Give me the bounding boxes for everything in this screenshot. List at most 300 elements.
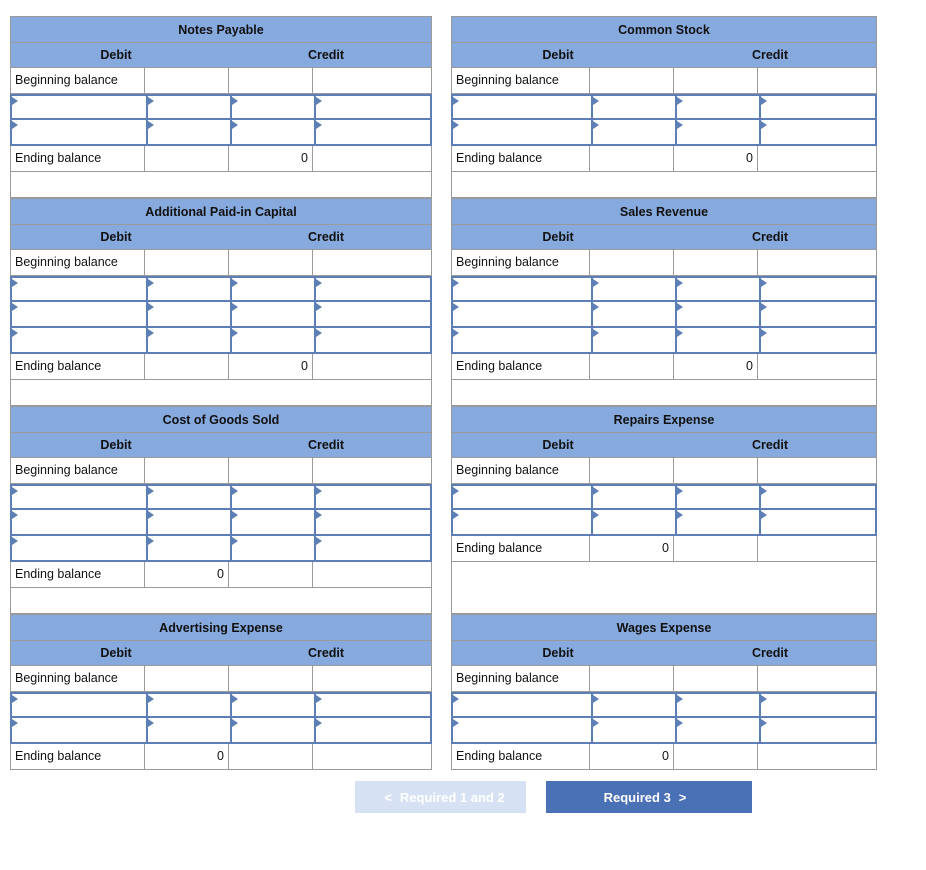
- entry-select[interactable]: [591, 694, 675, 716]
- dropdown-icon: [761, 121, 767, 129]
- ending-row: [10, 146, 432, 172]
- beginning-credit-input[interactable]: [229, 250, 313, 275]
- debit-credit-header: [451, 640, 877, 666]
- beginning-credit-input-2[interactable]: [758, 250, 876, 275]
- entry-row: [451, 484, 877, 510]
- ending-row: [10, 354, 432, 380]
- entry-select[interactable]: [314, 120, 430, 144]
- beginning-credit-input[interactable]: [229, 666, 313, 691]
- ending-row: [451, 536, 877, 562]
- account-title: Cost of Goods Sold: [10, 406, 432, 432]
- entry-select[interactable]: [591, 510, 675, 534]
- beginning-credit-input-2[interactable]: [313, 666, 431, 691]
- dropdown-icon: [593, 487, 599, 495]
- dropdown-icon: [148, 279, 154, 287]
- debit-credit-header: [451, 224, 877, 250]
- ending-debit: [145, 146, 229, 171]
- dropdown-icon: [761, 329, 767, 337]
- dropdown-icon: [453, 97, 459, 105]
- ending-debit: 0: [590, 536, 674, 561]
- dropdown-icon: [593, 121, 599, 129]
- beginning-credit-input[interactable]: [674, 250, 758, 275]
- entry-row: [451, 302, 877, 328]
- ending-blank: [758, 354, 876, 379]
- entry-select[interactable]: [146, 96, 230, 118]
- entry-row: [451, 510, 877, 536]
- entry-select[interactable]: [675, 694, 759, 716]
- dropdown-icon: [593, 511, 599, 519]
- beginning-row: [451, 458, 877, 484]
- dropdown-icon: [453, 329, 459, 337]
- ending-blank: [313, 744, 431, 769]
- dropdown-icon: [232, 487, 238, 495]
- entry-select[interactable]: [314, 96, 430, 118]
- dropdown-icon: [453, 511, 459, 519]
- entry-select[interactable]: [12, 486, 146, 508]
- ending-blank: [313, 146, 431, 171]
- beginning-row: [451, 250, 877, 276]
- entry-select[interactable]: [453, 510, 591, 534]
- dropdown-icon: [453, 121, 459, 129]
- entry-row: [451, 328, 877, 354]
- entry-select[interactable]: [759, 718, 875, 742]
- ending-label: Ending balance: [452, 536, 590, 561]
- dropdown-icon: [593, 303, 599, 311]
- dropdown-icon: [677, 329, 683, 337]
- dropdown-icon: [12, 329, 18, 337]
- entry-select[interactable]: [314, 718, 430, 742]
- entry-select[interactable]: [230, 96, 314, 118]
- ending-debit: [145, 354, 229, 379]
- beginning-credit-input-2[interactable]: [313, 458, 431, 483]
- entry-select[interactable]: [453, 278, 591, 300]
- beginning-credit-input-2[interactable]: [758, 458, 876, 483]
- entry-row: [10, 94, 432, 120]
- dropdown-icon: [232, 695, 238, 703]
- entry-select[interactable]: [759, 96, 875, 118]
- entry-select[interactable]: [146, 120, 230, 144]
- account-title: Wages Expense: [451, 614, 877, 640]
- dropdown-icon: [316, 719, 322, 727]
- credit-heading: Credit: [751, 438, 789, 452]
- ending-debit: [590, 146, 674, 171]
- ending-label: Ending balance: [452, 744, 590, 769]
- dropdown-icon: [12, 511, 18, 519]
- entry-select[interactable]: [314, 694, 430, 716]
- dropdown-icon: [12, 719, 18, 727]
- entry-select[interactable]: [314, 302, 430, 326]
- beginning-credit-input[interactable]: [674, 458, 758, 483]
- dropdown-icon: [453, 719, 459, 727]
- beginning-row: [10, 458, 432, 484]
- entry-row: [10, 692, 432, 718]
- entry-row: [451, 718, 877, 744]
- entry-select[interactable]: [146, 694, 230, 716]
- dropdown-icon: [232, 537, 238, 545]
- dropdown-icon: [316, 97, 322, 105]
- dropdown-icon: [232, 719, 238, 727]
- credit-heading: Credit: [307, 646, 345, 660]
- ending-blank: [758, 536, 876, 561]
- entry-select[interactable]: [230, 486, 314, 508]
- t-account-cost-of-goods-sold: [10, 406, 432, 614]
- chevron-right-icon: >: [678, 789, 687, 805]
- beginning-debit-input[interactable]: [145, 666, 229, 691]
- debit-credit-header: [451, 42, 877, 68]
- entry-row: [10, 328, 432, 354]
- entry-select[interactable]: [759, 302, 875, 326]
- account-title: Repairs Expense: [451, 406, 877, 432]
- debit-heading: Debit: [542, 48, 574, 62]
- entry-select[interactable]: [675, 328, 759, 352]
- dropdown-icon: [677, 303, 683, 311]
- dropdown-icon: [761, 719, 767, 727]
- dropdown-icon: [316, 695, 322, 703]
- dropdown-icon: [677, 97, 683, 105]
- dropdown-icon: [761, 511, 767, 519]
- t-account-additional-paid-in-capital: [10, 198, 432, 406]
- entry-select[interactable]: [146, 278, 230, 300]
- entry-select[interactable]: [146, 328, 230, 352]
- entry-select[interactable]: [12, 694, 146, 716]
- ending-row: [10, 562, 432, 588]
- entry-row: [10, 484, 432, 510]
- beginning-debit-input[interactable]: [145, 250, 229, 275]
- ending-row: [451, 744, 877, 770]
- entry-select[interactable]: [146, 718, 230, 742]
- dropdown-icon: [316, 537, 322, 545]
- ending-credit: 0: [674, 354, 758, 379]
- dropdown-icon: [148, 303, 154, 311]
- entry-select[interactable]: [230, 694, 314, 716]
- entry-select[interactable]: [146, 302, 230, 326]
- debit-heading: Debit: [100, 230, 132, 244]
- entry-select[interactable]: [314, 328, 430, 352]
- t-account-advertising-expense: [10, 614, 432, 770]
- beginning-credit-input-2[interactable]: [313, 68, 431, 93]
- entry-select[interactable]: [675, 302, 759, 326]
- left-column: [10, 16, 432, 770]
- beginning-debit-input[interactable]: [590, 250, 674, 275]
- ending-debit: 0: [145, 562, 229, 587]
- dropdown-icon: [232, 303, 238, 311]
- dropdown-icon: [677, 511, 683, 519]
- dropdown-icon: [761, 303, 767, 311]
- entry-select[interactable]: [12, 96, 146, 118]
- ending-credit: [229, 562, 313, 587]
- beginning-credit-input-2[interactable]: [758, 68, 876, 93]
- dropdown-icon: [148, 719, 154, 727]
- entry-select[interactable]: [591, 96, 675, 118]
- ending-label: Ending balance: [11, 354, 145, 379]
- dropdown-icon: [761, 279, 767, 287]
- beginning-label: Beginning balance: [452, 458, 590, 483]
- entry-select[interactable]: [453, 328, 591, 352]
- credit-heading: Credit: [307, 48, 345, 62]
- dropdown-icon: [761, 487, 767, 495]
- entry-select[interactable]: [453, 694, 591, 716]
- ending-credit: [229, 744, 313, 769]
- ending-label: Ending balance: [452, 146, 590, 171]
- entry-row: [10, 276, 432, 302]
- t-account-notes-payable: [10, 16, 432, 198]
- account-title: Sales Revenue: [451, 198, 877, 224]
- debit-credit-header: [10, 224, 432, 250]
- entry-row: [451, 120, 877, 146]
- dropdown-icon: [12, 537, 18, 545]
- dropdown-icon: [148, 695, 154, 703]
- spacer: [10, 588, 432, 614]
- entry-select[interactable]: [591, 120, 675, 144]
- dropdown-icon: [12, 279, 18, 287]
- credit-heading: Credit: [751, 48, 789, 62]
- entry-select[interactable]: [230, 328, 314, 352]
- entry-select[interactable]: [453, 718, 591, 742]
- entry-row: [451, 276, 877, 302]
- beginning-label: Beginning balance: [452, 68, 590, 93]
- beginning-label: Beginning balance: [11, 666, 145, 691]
- debit-credit-header: [10, 432, 432, 458]
- spacer: [451, 380, 877, 406]
- beginning-label: Beginning balance: [11, 250, 145, 275]
- next-button-label: Required 3: [603, 789, 671, 805]
- spacer: [10, 380, 432, 406]
- debit-heading: Debit: [542, 646, 574, 660]
- prev-button-label: Required 1 and 2: [399, 789, 505, 805]
- account-title: Notes Payable: [10, 16, 432, 42]
- dropdown-icon: [316, 279, 322, 287]
- ending-label: Ending balance: [11, 562, 145, 587]
- dropdown-icon: [677, 487, 683, 495]
- dropdown-icon: [677, 121, 683, 129]
- t-account-common-stock: [451, 16, 877, 198]
- entry-select[interactable]: [675, 510, 759, 534]
- entry-select[interactable]: [453, 120, 591, 144]
- entry-row: [10, 510, 432, 536]
- entry-select[interactable]: [146, 510, 230, 534]
- entry-select[interactable]: [314, 278, 430, 300]
- entry-select[interactable]: [675, 718, 759, 742]
- chevron-left-icon: <: [384, 789, 392, 805]
- dropdown-icon: [677, 695, 683, 703]
- dropdown-icon: [232, 121, 238, 129]
- entry-select[interactable]: [314, 510, 430, 534]
- beginning-row: [10, 68, 432, 94]
- dropdown-icon: [12, 303, 18, 311]
- entry-select[interactable]: [230, 718, 314, 742]
- beginning-row: [451, 666, 877, 692]
- dropdown-icon: [453, 487, 459, 495]
- beginning-label: Beginning balance: [11, 68, 145, 93]
- beginning-label: Beginning balance: [452, 666, 590, 691]
- dropdown-icon: [12, 97, 18, 105]
- beginning-debit-input[interactable]: [590, 458, 674, 483]
- entry-select[interactable]: [759, 694, 875, 716]
- entry-select[interactable]: [675, 96, 759, 118]
- debit-credit-header: [10, 42, 432, 68]
- dropdown-icon: [593, 97, 599, 105]
- entry-select[interactable]: [230, 278, 314, 300]
- beginning-debit-input[interactable]: [590, 666, 674, 691]
- dropdown-icon: [316, 329, 322, 337]
- ending-label: Ending balance: [11, 146, 145, 171]
- ending-debit: 0: [590, 744, 674, 769]
- account-title: Common Stock: [451, 16, 877, 42]
- entry-row: [451, 94, 877, 120]
- entry-select[interactable]: [675, 278, 759, 300]
- ending-credit: 0: [674, 146, 758, 171]
- prev-button[interactable]: [355, 781, 526, 813]
- entry-select[interactable]: [12, 328, 146, 352]
- dropdown-icon: [148, 487, 154, 495]
- beginning-credit-input[interactable]: [674, 68, 758, 93]
- entry-row: [10, 302, 432, 328]
- entry-select[interactable]: [230, 302, 314, 326]
- dropdown-icon: [453, 279, 459, 287]
- entry-select[interactable]: [230, 120, 314, 144]
- entry-select[interactable]: [12, 302, 146, 326]
- beginning-label: Beginning balance: [11, 458, 145, 483]
- debit-heading: Debit: [100, 438, 132, 452]
- beginning-credit-input[interactable]: [674, 666, 758, 691]
- credit-heading: Credit: [751, 646, 789, 660]
- entry-select[interactable]: [591, 718, 675, 742]
- ending-blank: [313, 562, 431, 587]
- dropdown-icon: [593, 695, 599, 703]
- beginning-debit-input[interactable]: [145, 68, 229, 93]
- dropdown-icon: [148, 537, 154, 545]
- entry-select[interactable]: [453, 302, 591, 326]
- next-button[interactable]: [546, 781, 752, 813]
- credit-heading: Credit: [307, 230, 345, 244]
- dropdown-icon: [677, 719, 683, 727]
- dropdown-icon: [593, 329, 599, 337]
- credit-heading: Credit: [307, 438, 345, 452]
- entry-select[interactable]: [591, 486, 675, 508]
- dropdown-icon: [316, 121, 322, 129]
- ending-blank: [313, 354, 431, 379]
- debit-heading: Debit: [100, 646, 132, 660]
- dropdown-icon: [761, 695, 767, 703]
- ending-label: Ending balance: [11, 744, 145, 769]
- ending-label: Ending balance: [452, 354, 590, 379]
- right-column: [451, 16, 877, 770]
- entry-select[interactable]: [759, 120, 875, 144]
- debit-heading: Debit: [542, 230, 574, 244]
- dropdown-icon: [148, 329, 154, 337]
- account-title: Advertising Expense: [10, 614, 432, 640]
- ending-credit: 0: [229, 146, 313, 171]
- ending-credit: 0: [229, 354, 313, 379]
- entry-select[interactable]: [12, 278, 146, 300]
- dropdown-icon: [453, 695, 459, 703]
- entry-row: [10, 718, 432, 744]
- entry-select[interactable]: [759, 486, 875, 508]
- dropdown-icon: [232, 511, 238, 519]
- ending-debit: [590, 354, 674, 379]
- ending-debit: 0: [145, 744, 229, 769]
- spacer: [451, 172, 877, 198]
- beginning-credit-input[interactable]: [229, 458, 313, 483]
- t-account-sales-revenue: [451, 198, 877, 406]
- entry-select[interactable]: [759, 278, 875, 300]
- dropdown-icon: [593, 719, 599, 727]
- entry-select[interactable]: [230, 510, 314, 534]
- dropdown-icon: [593, 279, 599, 287]
- dropdown-icon: [316, 511, 322, 519]
- ending-row: [451, 146, 877, 172]
- dropdown-icon: [148, 97, 154, 105]
- entry-select[interactable]: [759, 510, 875, 534]
- dropdown-icon: [677, 279, 683, 287]
- dropdown-icon: [148, 511, 154, 519]
- dropdown-icon: [316, 303, 322, 311]
- entry-select[interactable]: [591, 278, 675, 300]
- entry-select[interactable]: [759, 328, 875, 352]
- beginning-credit-input-2[interactable]: [313, 250, 431, 275]
- entry-select[interactable]: [591, 302, 675, 326]
- beginning-debit-input[interactable]: [145, 458, 229, 483]
- entry-select[interactable]: [12, 510, 146, 534]
- debit-heading: Debit: [100, 48, 132, 62]
- dropdown-icon: [148, 121, 154, 129]
- dropdown-icon: [12, 695, 18, 703]
- entry-select[interactable]: [591, 328, 675, 352]
- beginning-debit-input[interactable]: [590, 68, 674, 93]
- debit-credit-header: [451, 432, 877, 458]
- ending-credit: [674, 536, 758, 561]
- debit-credit-header: [10, 640, 432, 666]
- beginning-row: [10, 666, 432, 692]
- entry-select[interactable]: [675, 120, 759, 144]
- ending-blank: [758, 146, 876, 171]
- entry-row: [451, 692, 877, 718]
- ending-row: [451, 354, 877, 380]
- debit-heading: Debit: [542, 438, 574, 452]
- beginning-credit-input[interactable]: [229, 68, 313, 93]
- beginning-row: [10, 250, 432, 276]
- entry-select[interactable]: [453, 486, 591, 508]
- entry-select[interactable]: [675, 486, 759, 508]
- beginning-credit-input-2[interactable]: [758, 666, 876, 691]
- t-account-wages-expense: [451, 614, 877, 770]
- spacer: [451, 562, 877, 614]
- entry-select[interactable]: [146, 536, 230, 560]
- beginning-row: [451, 68, 877, 94]
- entry-select[interactable]: [230, 536, 314, 560]
- dropdown-icon: [232, 279, 238, 287]
- entry-select[interactable]: [453, 96, 591, 118]
- entry-select[interactable]: [12, 718, 146, 742]
- dropdown-icon: [12, 487, 18, 495]
- dropdown-icon: [453, 303, 459, 311]
- ending-blank: [758, 744, 876, 769]
- spacer: [10, 172, 432, 198]
- entry-select[interactable]: [12, 536, 146, 560]
- entry-select[interactable]: [314, 486, 430, 508]
- entry-select[interactable]: [314, 536, 430, 560]
- ending-credit: [674, 744, 758, 769]
- entry-select[interactable]: [12, 120, 146, 144]
- entry-row: [10, 120, 432, 146]
- dropdown-icon: [761, 97, 767, 105]
- entry-select[interactable]: [146, 486, 230, 508]
- entry-row: [10, 536, 432, 562]
- dropdown-icon: [232, 329, 238, 337]
- ending-row: [10, 744, 432, 770]
- dropdown-icon: [232, 97, 238, 105]
- account-title: Additional Paid-in Capital: [10, 198, 432, 224]
